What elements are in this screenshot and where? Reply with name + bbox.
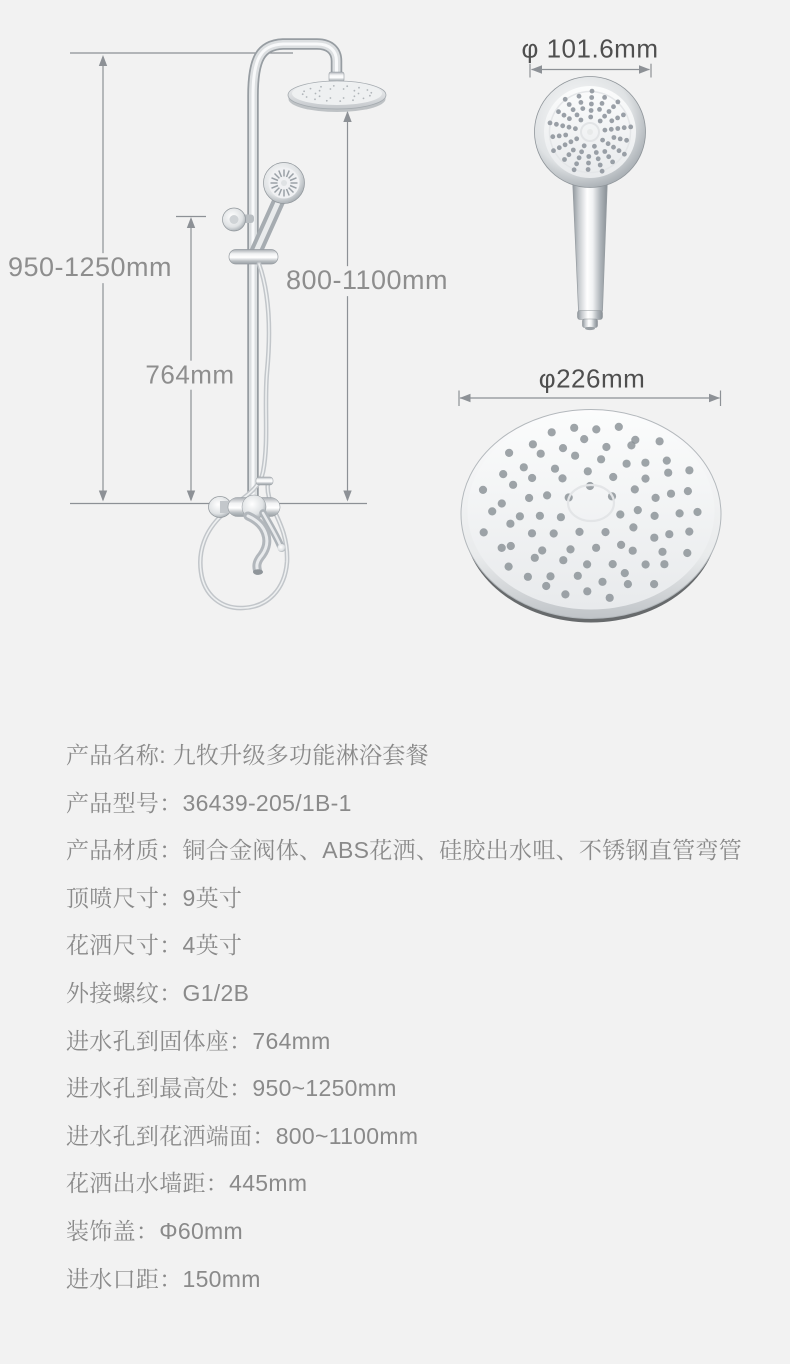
- spec-label: 产品名称:: [66, 742, 173, 768]
- head-connector: [329, 72, 344, 82]
- spec-row: [66, 884, 780, 932]
- spec-label: 花洒尺寸：: [66, 932, 183, 959]
- spec-value: 4英寸: [182, 932, 243, 959]
- spec-value: Φ60mm: [159, 1217, 243, 1244]
- spec-value: 九牧升级多功能淋浴套餐: [172, 742, 429, 768]
- spec-label: 产品型号：: [66, 789, 183, 816]
- spec-label: 花洒出水墙距：: [66, 1170, 230, 1197]
- overhead-product: [461, 410, 721, 623]
- spec-row: [66, 1169, 780, 1217]
- spec-label: 进水孔到固体座：: [66, 1027, 253, 1054]
- spec-value: 800~1100mm: [275, 1122, 419, 1149]
- left-assembly: [200, 44, 386, 608]
- spec-row: [66, 1122, 780, 1170]
- spec-row: [66, 1217, 780, 1265]
- spray-face-range-label: 800-1100mm: [282, 266, 452, 296]
- handle-tip-upper: [578, 311, 603, 320]
- spec-value: G1/2B: [182, 979, 250, 1006]
- seat-height-label: 764mm: [141, 361, 238, 390]
- spec-value: 铜合金阀体、ABS花洒、硅胶出水咀、不锈钢直管弯管: [182, 837, 743, 864]
- spec-value: 36439-205/1B-1: [182, 789, 352, 816]
- valve-spout: [248, 516, 267, 575]
- spec-label: 进水孔到最高处：: [66, 1075, 253, 1102]
- spec-value: 950~1250mm: [252, 1075, 397, 1102]
- spec-row: [66, 741, 780, 789]
- spec-value: 764mm: [252, 1027, 331, 1054]
- height-range-label: 950-1250mm: [4, 253, 176, 283]
- overhead-diameter-label: φ226mm: [535, 365, 650, 394]
- slider-clamp: [229, 250, 278, 265]
- diverter-knob: [256, 477, 273, 485]
- shower-hose: [200, 264, 287, 608]
- spec-label: 顶喷尺寸：: [66, 884, 183, 911]
- spec-label: 装饰盖：: [66, 1217, 160, 1244]
- mixer-valve: [209, 495, 286, 575]
- rain-shower-head: [288, 72, 386, 112]
- spec-label: 进水孔到花洒端面：: [66, 1122, 276, 1149]
- handheld-shower: [254, 163, 305, 257]
- spec-value: 445mm: [229, 1170, 308, 1197]
- spec-row: [66, 979, 780, 1027]
- spec-row: [66, 1074, 780, 1122]
- handheld-handle: [573, 178, 608, 311]
- spec-list: [66, 741, 780, 1312]
- spec-value: 9英寸: [182, 884, 243, 911]
- spec-row: [66, 1027, 780, 1075]
- spec-label: 进水口距：: [66, 1265, 183, 1292]
- spec-row: [66, 789, 780, 837]
- spec-row: [66, 931, 780, 979]
- spec-row: [66, 836, 780, 884]
- spec-value: 150mm: [182, 1265, 261, 1292]
- handheld-product: [535, 77, 646, 331]
- handle-tip-lower: [583, 319, 598, 328]
- handheld-diameter-label: φ 101.6mm: [518, 35, 663, 64]
- spec-label: 产品材质：: [66, 837, 183, 864]
- spec-row: [66, 1265, 780, 1313]
- spec-label: 外接螺纹：: [66, 979, 183, 1006]
